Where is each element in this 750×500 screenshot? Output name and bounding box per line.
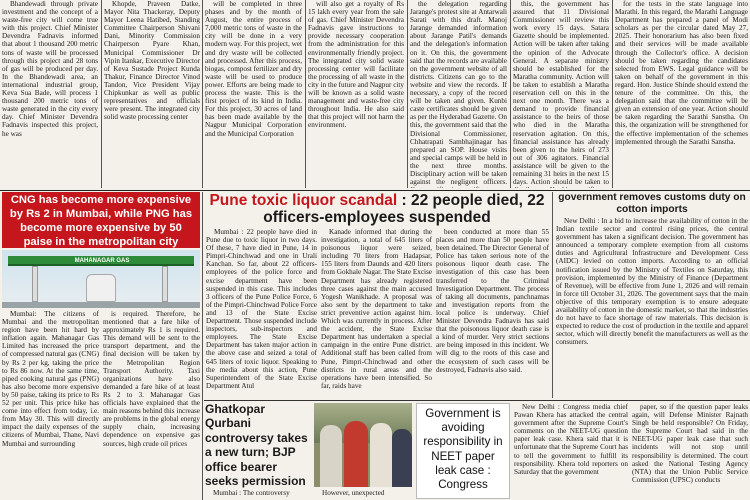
- column-divider: [407, 0, 408, 188]
- station-pillar: [162, 266, 168, 302]
- pune-column-2: [321, 228, 432, 398]
- article-text: is required. Therefore, he mentioned that a fare hike of approximately Rs 1 is required. This demand will be sent to the transport department, and the final decision will be taken by the Metropolitan Region Transport Authority. Taxi organizations have also demanded a fare hike of at least Rs 2 to 3. Mahanagar Gas officials have explained that the main reasons behind this increase are problems in the global energy supply chain, increasing dependence on expensive gas sources, high crude oil prices: [103, 310, 200, 448]
- pune-column-1: [206, 228, 317, 398]
- section-divider: [204, 400, 750, 401]
- article-text: this, the government has assured that 11 Divisional Commissioner will review this work every 15 days. Satara Gazette should be implemented. Action will be taken after taking the opinion of the Advocate General. A separate ministry should be established for the Maratha community. Action will be taken to establish a Maratha reservation cell on this in the next one month. There was a demand to provide financial assistance to the heirs of those who died in the Maratha reservation agitation. On this, financial assistance has already been given to the heirs of 273 out of 306 agitators. Financial assistance will be given to the remaining 31 heirs in the next 15 days. Action should be taken to: [513, 0, 609, 187]
- headline-black-part: : 22 people died, 22 officers-employees suspended: [263, 192, 545, 226]
- cng-headline: CNG has become more expensive by Rs 2 in Mumbai, while PNG has become more expensive by 50 paise in the metropolitan city: [2, 192, 200, 248]
- neet-headline-box: [416, 403, 510, 499]
- article-text: will also get a royalty of Rs 15 lakh every year from the sale of gas. Chief Minister Devendra Fadnavis gave instructions to provide necessary cooperation from the administration for this environmentally friendly project. The integrated city solid waste processing center will facilitate the processing of all waste in the city in the future and Nagpur city will be known as a solid waste management and waste-free city throughout India. He also said that this project will not harm the environment.: [308, 0, 404, 130]
- article-text: been conducted at more than 55 places and more than 50 people have been detained. The Director General of Police has taken serious note of the poisonous liquor death case. The investigation of this case has been transferred to the Criminal Investigation Department. The process of taking all documents, panchnamas and investigation reports from the local police is underway. Chief Minister Devendra Fadnavis has said that the poisonous liquor death case is a kind of murder. Very strict sections are being imposed in this incident. We will dig to the roots of this case and the ecosystem of such cases will be destroyed, Fadnavis also said.: [436, 228, 549, 374]
- pune-headline: [206, 193, 548, 227]
- article-text: paper, so if the question paper leaks again, will Defense Minister Rajnath Singh be held responsible? On Friday, the Supreme Court had said in the NEET-UG paper leak case that such incidents will not stop until responsibility is determined. The court asked the National Testing Agency (NTA) that the Union Public Service Commission (UPSC) conducts: [632, 403, 748, 484]
- pune-headline-text: [209, 192, 544, 226]
- customs-body: [556, 217, 748, 398]
- top-column-5: [410, 0, 507, 188]
- ghatkopar-body-2: [314, 489, 412, 500]
- article-text: for the tests in the state language into Marathi. In this regard, the Marathi Language Department has prepared a panel of Modi scholars as per the circular dated May 27, 2025. Their honorarium has also been fixed and their services will be made available through the Collector's office. A decision should be taken regarding the candidates selected from EWS. Legal guidance will be taken on behalf of the government in this regard. Hon. Justice Shinde should extend the tenure of the committee. On this, the delegation said that the committee will be given an extension of one year. Action should be taken regarding the Sarathi Sanstha. On this, the organization will be strengthened for the effective implementation of the schemes implemented through the Sarathi Sanstha.: [615, 0, 748, 146]
- ghatkopar-headline: Ghatkopar Qurbani controversy takes a new turn; BJP office bearer seeks permission: [205, 402, 308, 489]
- article-text: the delegation regarding Jarange's protest site at Antarwali Sarati with this draft. Manoj Jarange demanded information about Jarange Patil's demands and the delegation's information on it. On this, the government said that the records are available on the government website of all districts. Citizens can go to the website and view the records. If necessary, a copy of the record will be taken and given. Kunbi caste certificates should be given as per the Hyderabad Gazette. On this, the government said that the Divisional Commissioner, Chhatrapati Sambhajinagar has prepared an SOP. House visits and special camps will be held in the next three months. Disciplinary action will be taken against the negligent officers.: [410, 0, 507, 187]
- article-text: Mumbai : The controversy: [213, 489, 290, 497]
- article-text: New Delhi : In a bid to increase the availability of cotton in the Indian textile sector and control rising prices, the central government has taken a significant decision. The government has announced a temporary complete exemption from all customs duties and Agricultural Infrastructure and Development Cess (AIDC) levied on cotton imports. According to an official notification issued by the Ministry of Textiles on Saturday, this provision, implemented by the Ministry of Finance (Department of Revenue), will be effective from June 1, 2026 and will remain in force till October 31, 2026. The government says that the main objective of this temporary exemption is to ensure adequate availability of cotton in the domestic market, so that the industries do not have to face shortage of raw materials. This decision is expected to reduce the cost of production in the textile and apparel sector, which will directly benefit the manufacturers as well as the consumers.: [556, 217, 748, 347]
- column-divider: [510, 0, 511, 188]
- person-figure: [392, 429, 412, 487]
- article-text: Kanade informed that during the investigation, a total of 645 liters of poisonous liquor were seized, including 70 liters from Hadapsar, 155 liters from Daunds and 420 liters from Gokhale Nagar. The State Excise Department has already registered three cases against the main accused Yogesh Wanikhade. A proposal was also sent by the department to take strict preventive action against him. Which was currently in process. After the accident, the State Excise Department has undertaken a special campaign in the entire Pune district. Additional staff has been called from Pune, Pimpri-Chinchwad and other districts in rural areas and the operations have been intensified. So far, raids have: [321, 228, 432, 390]
- gas-station-photo: [2, 250, 200, 308]
- article-text: will be completed in three phases and by the month of August, the entire process of 7,000 metric tons of waste in the city will be done in a very modern way. For this project, wet and dry waste will be collected and processed. After this process, biogas, compost fertilizer and dry waste will be used to produce power. Efforts are being made to process the waste. This is the first project of its kind in India. For this project, 30 acres of land has been made available by the Nagpur Municipal Corporation and the Municipal Corporation: [205, 0, 302, 138]
- section-divider: [0, 190, 750, 191]
- person-figure: [344, 421, 368, 487]
- top-column-3: [205, 0, 302, 188]
- ghatkopar-body: [205, 489, 311, 500]
- cng-column-1: [2, 310, 99, 500]
- top-column-4: [308, 0, 404, 188]
- article-text: Bhandewadi through private investment and the concept of a waste-free city will come true with this project. Chief Minister Devendra Fadnavis informed that about 1 thousand 200 metric tons of waste will be processed through this project and 28 tons of gas will be produced per day. In the Bhandewadi area, an international industrial group, Keva Sua Bade, will process 1 thousand 200 metric tons of waste generated in the city every day. Chief Minister Devendra Fadnavis inspected this project, he was: [2, 0, 98, 138]
- top-column-7: [615, 0, 748, 188]
- article-text: However, unexpected: [322, 489, 385, 497]
- column-divider: [202, 192, 203, 500]
- ground: [2, 302, 200, 308]
- top-column-2: [104, 0, 200, 188]
- column-divider: [612, 0, 613, 188]
- column-divider: [305, 0, 306, 188]
- top-column-1: [2, 0, 98, 188]
- cng-column-2: [103, 310, 200, 500]
- article-text: Khopde, Praveen Datke, Mayor Nita Thackeray, Deputy Mayor Leena Hatibed, Standing Committee Chairperson Shivani Dani, Minority Commission Chairperson Pyare Khan, Municipal Commissioner Dr Vipin Itankar, Executive Director of Keva Sustade Project Kunda Thakur, Finance Director Vinod Tandon, Vice President Vijay Chipkunkar as well as public representatives and officials were present. The integrated city solid waste processing center: [104, 0, 200, 122]
- headline-red-part: Pune toxic liquor scandal: [209, 192, 402, 209]
- customs-headline: government removes customs duty on cotton imports: [558, 192, 746, 215]
- article-text: Mumbai: The citizens of Mumbai and the metropolitan region have been hit hard by inflation again. Mahanagar Gas Limited has increased the price of compressed natural gas (CNG) by Rs 2 per kg, taking the price to Rs 86 now. At the same time, piped cooking natural gas (PNG) has also become more expensive by 50 paise, taking its price to Rs 52 per unit. This price hike has come into effect from today, i.e. from May 30. This will directly impact the daily expenses of the citizens of Mumbai, Thane, Navi Mumbai and surrounding: [2, 310, 99, 448]
- column-divider: [101, 0, 102, 188]
- column-divider: [552, 192, 553, 398]
- gas-cylinder: [86, 274, 116, 302]
- person-figure: [320, 425, 342, 487]
- neet-column-2: [632, 403, 748, 500]
- neet-column-1: [514, 403, 628, 500]
- pune-column-3: [436, 228, 549, 398]
- neet-headline: Government is avoiding responsibility in NEET paper leak case : Congress: [423, 407, 503, 492]
- article-text: New Delhi : Congress media chief Pawan Khera has attacked the central government after the Supreme Court's comments on the NEET-UG question paper leak case. Khera said that it is unfortunate that the Supreme Court has to tell the government to fulfill its responsibility. Khera told reporters on Saturday that the government: [514, 403, 628, 476]
- column-divider: [202, 0, 203, 188]
- station-pillar: [32, 266, 38, 302]
- article-text: Mumbai : 22 people have died in Pune due to toxic liquor in two days. Of these, 7 have died in Pune, 14 in Pimpri-Chinchwad and one in Urali Kanchan. So far, about 22 officers-employees of the police force and excise department have been suspended in this case. This includes 3 officers of the Pune Police Force, 6 of the Pimpri-Chinchwad Police Force and 13 of the State Excise Department. Those suspended include inspectors, sub-inspectors and employees. The State Excise Department has taken major action in the above case and seized a total of 645 liters of toxic liquor. Speaking to the media about this action, Pune Superintendent of the State Excise Department Atul: [206, 228, 317, 390]
- protest-photo: [314, 403, 412, 487]
- station-sign: MAHANAGAR GAS: [74, 258, 130, 264]
- person-figure: [370, 423, 392, 487]
- top-column-6: [513, 0, 609, 188]
